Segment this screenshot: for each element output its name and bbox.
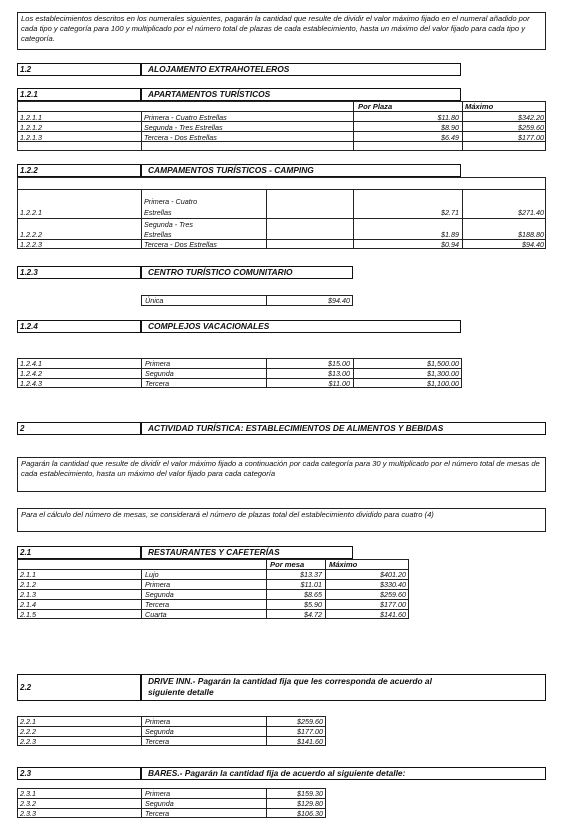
section-2-paragraph-1: Pagarán la cantidad que resulte de dividir el valor máximo fijado a continuación por cada categoría para 30 y multiplicado por el número total de mesas de cada establecimiento, hasta un máximo del valor fijado para cada categoría — [17, 457, 546, 492]
row-code: 2.3.1 — [20, 789, 36, 798]
row-code: 2.2.1 — [20, 717, 36, 726]
col-header-maximo: Máximo — [329, 560, 358, 569]
row-desc: Estrellas — [144, 208, 172, 217]
row-code: 1.2.1.1 — [20, 113, 42, 122]
section-1-2-4-code: 1.2.4 — [20, 322, 38, 331]
section-2-1-title: RESTAURANTES Y CAFETERÍAS — [148, 547, 280, 557]
section-1-2-4-title: COMPLEJOS VACACIONALES — [148, 321, 270, 331]
row-value-max: $1,500.00 — [427, 359, 459, 368]
row-value-per-unit: $4.72 — [304, 610, 322, 619]
row-code: 2.3.3 — [20, 809, 36, 818]
row-value-max: $177.00 — [518, 133, 544, 142]
row-value: $159.30 — [297, 789, 323, 798]
row-desc: Primera - Cuatro Estrellas — [144, 113, 227, 122]
row-desc: Segunda — [145, 799, 174, 808]
row-value-per-unit: $11.00 — [328, 379, 350, 388]
row-desc: Segunda — [145, 727, 174, 736]
row-desc: Tercera — [145, 379, 170, 388]
row-value-max: $188.80 — [518, 230, 544, 239]
section-2-2-title-line-1: DRIVE INN.- Pagarán la cantidad fija que les corresponda de acuerdo al — [148, 676, 432, 686]
section-1-2-code: 1.2 — [20, 65, 32, 74]
col-header-por-plaza: Por Plaza — [358, 102, 393, 111]
row-value-max: $1,100.00 — [427, 379, 459, 388]
row-code: 2.1.3 — [20, 590, 36, 599]
section-2-2-code: 2.2 — [20, 683, 32, 692]
row-value-max: $94.40 — [522, 240, 544, 249]
row-desc: Primera - Cuatro — [144, 197, 198, 206]
row-desc: Segunda — [145, 369, 174, 378]
intro-paragraph: Los establecimientos descritos en los numerales siguientes, pagarán la cantidad que resulte de dividir el valor máximo fijado en el numeral añadido por cada tipo y categoría para 100 y multiplicado por el número total de plazas de cada establecimiento, hasta un máximo del valor fijado para cada tipo y categoría. — [17, 12, 546, 50]
row-value-max: $330.40 — [380, 580, 406, 589]
row-desc: Tercera — [145, 737, 170, 746]
row-value-per-unit: $2.71 — [441, 208, 459, 217]
row-value-per-unit: $6.49 — [441, 133, 459, 142]
row-value-max: $259.60 — [518, 123, 544, 132]
row-desc: Segunda - Tres — [144, 220, 194, 229]
row-code: 1.2.2.1 — [20, 208, 42, 217]
row-value-max: $259.60 — [380, 590, 406, 599]
row-desc: Primera — [145, 717, 171, 726]
row-code: 1.2.4.3 — [20, 379, 42, 388]
row-value: $177.00 — [297, 727, 323, 736]
row-value: $259.60 — [297, 717, 323, 726]
row-value-max: $342.20 — [518, 113, 544, 122]
section-1-2-3-title: CENTRO TURÍSTICO COMUNITARIO — [148, 267, 293, 277]
row-desc: Tercera — [145, 809, 170, 818]
col-header-por-mesa: Por mesa — [270, 560, 305, 569]
row-value-max: $141.60 — [380, 610, 406, 619]
row-code: 1.2.4.1 — [20, 359, 42, 368]
row-code: 2.1.4 — [20, 600, 36, 609]
section-1-2-code-box — [17, 63, 141, 76]
col-header-maximo: Máximo — [465, 102, 494, 111]
section-2-title: ACTIVIDAD TURÍSTICA: ESTABLECIMIENTOS DE ALIMENTOS Y BEBIDAS — [148, 423, 444, 433]
section-2-1-code-box — [17, 546, 141, 559]
row-value-per-unit: $5.90 — [304, 600, 322, 609]
section-2-1-code: 2.1 — [20, 548, 32, 557]
row-code: 1.2.4.2 — [20, 369, 42, 378]
section-2-3-code-box — [17, 767, 141, 780]
row-value-per-unit: $0.94 — [441, 240, 459, 249]
section-2-paragraph-2: Para el cálculo del número de mesas, se considerará el número de plazas total del establecimiento dividido para cuatro (4) — [17, 508, 546, 532]
row-code: 1.2.1.3 — [20, 133, 42, 142]
section-2-3-title: BARES.- Pagarán la cantidad fija de acuerdo al siguiente detalle: — [148, 768, 406, 778]
row-desc: Estrellas — [144, 230, 172, 239]
row-value-per-unit: $15.00 — [328, 359, 350, 368]
row-value-per-unit: $13.37 — [300, 570, 322, 579]
section-2-3-code: 2.3 — [20, 769, 32, 778]
row-desc: Primera — [145, 580, 171, 589]
row-value-per-unit: $11.01 — [300, 580, 322, 589]
row-desc: Única — [145, 296, 164, 305]
row-value-per-unit: $13.00 — [328, 369, 350, 378]
row-value-per-unit: $1.89 — [441, 230, 459, 239]
row-code: 2.1.2 — [20, 580, 36, 589]
section-2-code: 2 — [20, 424, 25, 433]
row-code: 2.1.1 — [20, 570, 36, 579]
section-2-2-title-line-2: siguiente detalle — [148, 687, 214, 697]
row-code: 2.1.5 — [20, 610, 36, 619]
section-2-2-code-box — [17, 674, 141, 701]
row-code: 2.2.2 — [20, 727, 36, 736]
row-value-per-unit: $11.80 — [437, 113, 459, 122]
row-desc: Tercera — [145, 600, 170, 609]
section-2-code-box — [17, 422, 141, 435]
row-desc: Primera — [145, 789, 171, 798]
row-code: 2.3.2 — [20, 799, 36, 808]
section-1-2-1-code: 1.2.1 — [20, 90, 38, 99]
section-1-2-1-title: APARTAMENTOS TURÍSTICOS — [148, 89, 271, 99]
row-value: $141.60 — [297, 737, 323, 746]
section-1-2-3-code: 1.2.3 — [20, 268, 38, 277]
row-desc: Cuarta — [145, 610, 167, 619]
row-value: $94.40 — [328, 296, 350, 305]
row-desc: Lujo — [145, 570, 159, 579]
row-desc: Segunda — [145, 590, 174, 599]
section-1-2-2-title: CAMPAMENTOS TURÍSTICOS - CAMPING — [148, 165, 314, 175]
row-value-max: $1,300.00 — [427, 369, 459, 378]
row-desc: Tercera - Dos Estrellas — [144, 133, 217, 142]
row-desc: Primera — [145, 359, 171, 368]
row-desc: Segunda - Tres Estrellas — [144, 123, 223, 132]
row-desc: Tercera - Dos Estrellas — [144, 240, 217, 249]
row-value-max: $401.20 — [380, 570, 406, 579]
row-value-max: $177.00 — [380, 600, 406, 609]
row-code: 1.2.2.2 — [20, 230, 42, 239]
row-value-max: $271.40 — [518, 208, 544, 217]
row-value: $129.80 — [297, 799, 323, 808]
section-1-2-2-code: 1.2.2 — [20, 166, 38, 175]
row-value: $106.30 — [297, 809, 323, 818]
row-code: 1.2.1.2 — [20, 123, 42, 132]
row-code: 2.2.3 — [20, 737, 36, 746]
section-1-2-title: ALOJAMENTO EXTRAHOTELEROS — [148, 64, 290, 74]
row-code: 1.2.2.3 — [20, 240, 42, 249]
row-value-per-unit: $8.90 — [441, 123, 459, 132]
row-value-per-unit: $8.65 — [304, 590, 322, 599]
